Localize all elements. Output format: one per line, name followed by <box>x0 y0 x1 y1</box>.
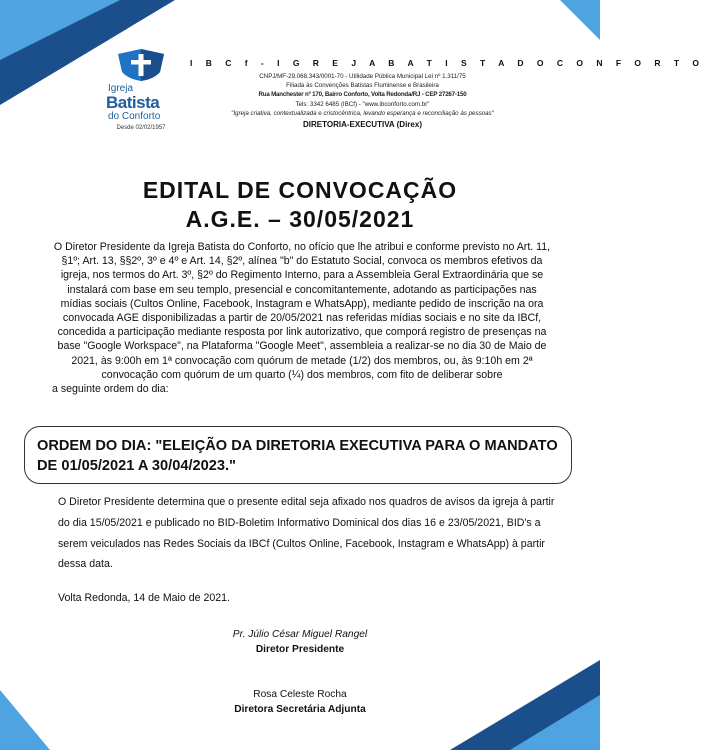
title-line-2: A.G.E. – 30/05/2021 <box>185 206 415 232</box>
agenda-text: ORDEM DO DIA: "ELEIÇÃO DA DIRETORIA EXECUTIVA PARA O MANDATO DE 01/05/2021 A 30/04/2023." <box>37 438 558 474</box>
logo-text-igreja: Igreja <box>108 83 134 94</box>
logo-text-do-conforto: do Conforto <box>108 111 161 122</box>
cnpj-line: CNPJ/MF-29.068.343/0001-70 - Utilidade Pública Municipal Lei nº 1.311/75 <box>259 73 466 80</box>
top-right-corner-decoration <box>560 0 600 45</box>
convocation-text-end: a seguinte ordem do dia: <box>52 383 169 396</box>
cross-shield-icon <box>114 48 168 82</box>
logo-text-batista: Batista <box>106 93 160 112</box>
phone-website-line: Tels: 3342 6485 (IBCf) - "www.ibconforto.com.br" <box>295 100 430 108</box>
agenda-box <box>24 426 572 484</box>
signature-secretary <box>0 687 600 717</box>
direx-line: DIRETORIA-EXECUTIVA (Direx) <box>303 120 422 130</box>
date-line: Volta Redonda, 14 de Maio de 2021. <box>58 592 230 604</box>
publication-paragraph: O Diretor Presidente determina que o presente edital seja afixado nos quadros de avisos da igreja à partir do dia 15/05/2021 e publicado no BID-Boletim Informativo Dominical dos dias 16 e 23/05/2021, BID's a serem veiculados nas Redes Sociais da IBCf (Cultos Online, Facebook, Instagram e WhatsApp) à partir dessa data. <box>58 496 555 571</box>
signature-name: Pr. Júlio César Miguel Rangel <box>232 629 368 640</box>
church-name-title: I B C f - I G R E J A B A T I S T A D O C O N F O R T O <box>190 58 705 68</box>
motto-line: "Igreja criativa, contextualizada e cristocêntrica, levando esperança e reconciliação às pessoas" <box>231 109 494 117</box>
signature-president <box>0 627 600 657</box>
convocation-paragraph <box>52 240 552 396</box>
document-title <box>0 176 600 234</box>
signature-name: Rosa Celeste Rocha <box>253 689 347 700</box>
church-logo <box>106 48 176 131</box>
address-line: Rua Manchester nº 170, Bairro Conforto, Volta Redonda/RJ - CEP 27267-150 <box>258 91 467 99</box>
signature-role: Diretora Secretária Adjunta <box>234 704 366 715</box>
title-line-1: EDITAL DE CONVOCAÇÃO <box>142 177 458 203</box>
letterhead <box>190 58 705 130</box>
signature-role: Diretor Presidente <box>255 644 345 655</box>
convocation-text: O Diretor Presidente da Igreja Batista do Conforto, no ofício que lhe atribui e conforme previsto no Art. 11, §1º; Art. 13, §§2º, 3º e 4º e Art. 14, §2º, alínea "b" do Estatuto Social, convoca os membros efetivos da igreja, nos termos do Art. 3º, §2º do Regimento Interno, para a Assembleia Geral Extraordinária que se instalará com base em seu templo, presencial e concomitantemente, adotando as participações nas mídias sociais (Cultos Online, Facebook, Instagram e WhatsApp), mediante pedido de inscrição na ora convocada AGE disponibilizadas a partir de 20/05/2021 nas referidas mídias sociais e no site da IBCf, concedida a participação mediante resposta por link autorizativo, que comporá registro de presenças na base "Google Workspace", na Plataforma "Google Meet", assembleia a realizar-se no dia 30 de Maio de 2021, às 9:00h em 1ª convocação com quórum de metade (1/2) dos membros, ou, às 9:10h em 2ª convocação com quórum de um quarto (¼) dos membros, com fito de deliberar sobre <box>53 241 551 381</box>
filiada-line: Filiada às Convenções Batistas Fluminense e Brasileira <box>286 82 439 90</box>
logo-since-date: Desde 02/02/1957 <box>116 125 166 131</box>
